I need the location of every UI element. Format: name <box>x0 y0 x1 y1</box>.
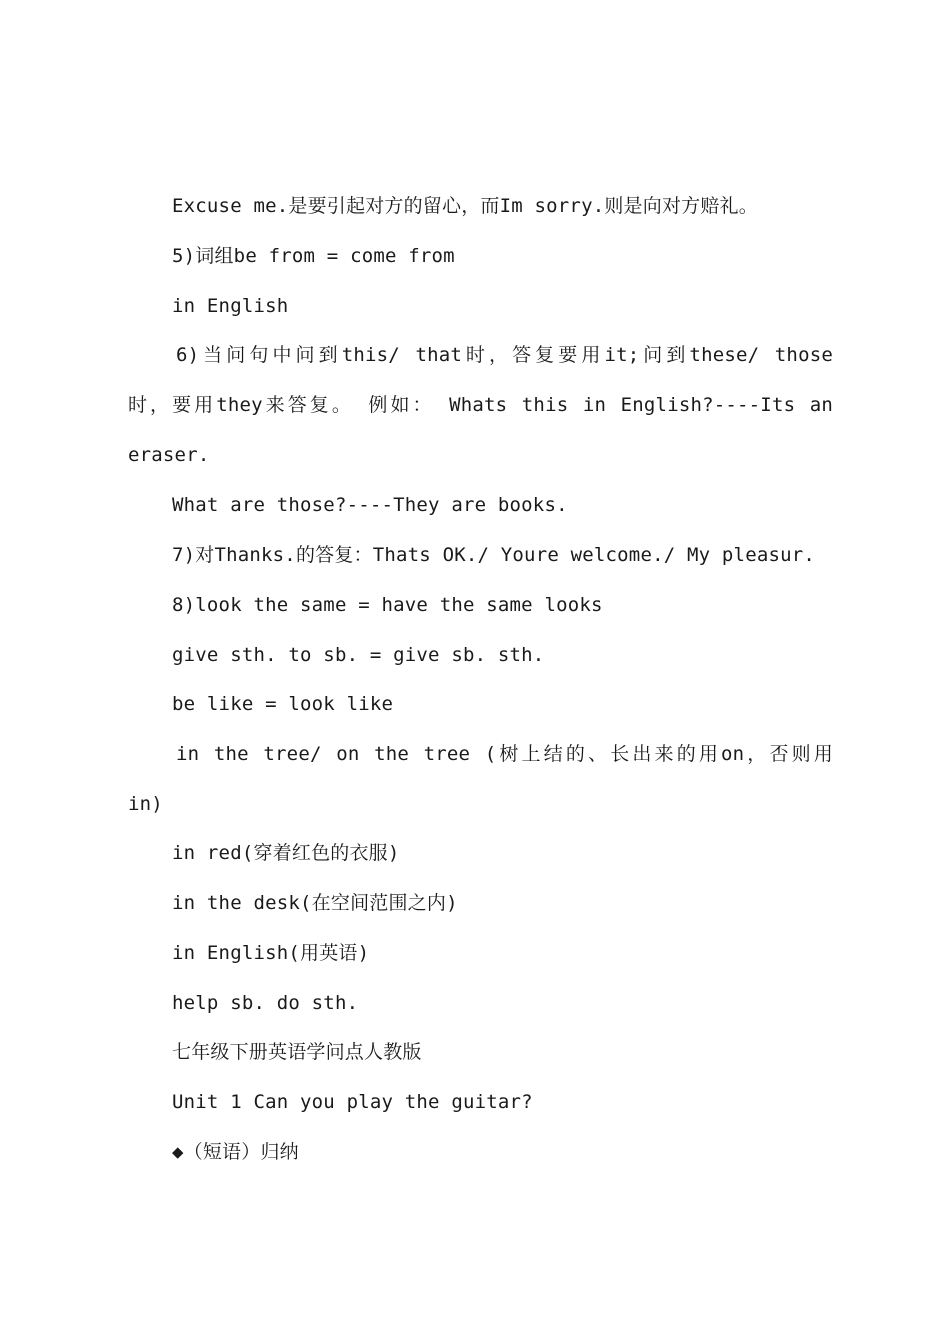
text-line-in: in) <box>128 793 163 815</box>
text-line-eraser: eraser. <box>128 444 210 466</box>
phrase-summary-heading: ◆（短语）归纳 <box>172 1141 299 1163</box>
text-line-be-like: be like = look like <box>172 693 394 715</box>
unit-title: Unit 1 Can you play the guitar? <box>172 1091 533 1113</box>
text-line-in-red: in red(穿着红色的衣服) <box>172 842 400 864</box>
text-line-answer-they: 时，要用they来答复。 例如： Whats this in English?----Its an <box>128 394 833 416</box>
text-line-in-the-desk: in the desk(在空间范围之内) <box>172 892 458 914</box>
text-line-give-sth: give sth. to sb. = give sb. sth. <box>172 644 545 666</box>
text-line-in-english: in English <box>172 295 289 317</box>
text-line-help-sb: help sb. do sth. <box>172 992 359 1014</box>
text-line-phrase-be-from: 5)词组be from = come from <box>172 245 455 267</box>
text-line-look-the-same: 8)look the same = have the same looks <box>172 594 603 616</box>
text-line-thanks-reply: 7)对Thanks.的答复：Thats OK./ Youre welcome./ My pleasur. <box>172 544 816 566</box>
text-line-in-the-tree: in the tree/ on the tree (树上结的、长出来的用on，否则用 <box>176 743 833 765</box>
section-heading-grade7: 七年级下册英语学问点人教版 <box>172 1041 422 1063</box>
text-line-question-this-that: 6)当问句中问到this/ that时，答复要用it;问到these/ those <box>176 344 833 366</box>
text-line-in-english-meaning: in English(用英语) <box>172 942 370 964</box>
text-line-excuse-me: Excuse me.是要引起对方的留心，而Im sorry.则是向对方赔礼。 <box>172 195 758 217</box>
text-line-what-are-those: What are those?----They are books. <box>172 494 568 516</box>
